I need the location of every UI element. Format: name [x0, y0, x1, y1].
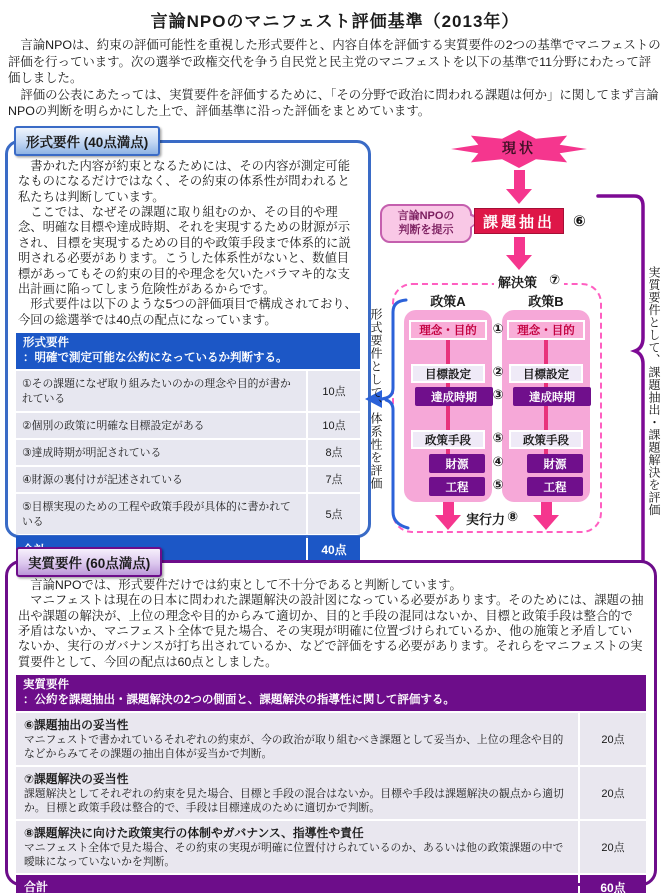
formal-table — [16, 333, 360, 563]
substantive-requirements-box — [5, 560, 657, 893]
arrow-down-icon — [533, 502, 559, 530]
intro-paragraph-2: 評価の公表にあたっては、実質要件を評価するために、「その分野で政治に問われる課題は何か」に関してまず言論NPOの判断を明らかにした上で、評価基準に沿った評価をまとめています。 — [8, 87, 659, 118]
policy-a-label: 政策A — [430, 294, 466, 309]
criterion-points: 20点 — [580, 713, 646, 765]
circled-number-3: ③ — [492, 387, 504, 402]
bubble-line-1: 言論NPOの — [397, 210, 455, 222]
execution-label: 実行力 — [466, 512, 506, 527]
criterion-points: 20点 — [580, 767, 646, 819]
criterion-cell — [16, 767, 578, 819]
substantive-body — [8, 563, 654, 670]
table-row — [16, 371, 360, 411]
formal-body — [8, 143, 368, 328]
step-zaigen: 財源 — [429, 454, 485, 473]
formal-paragraph-1: 書かれた内容が約束となるためには、その内容が測定可能なものになるだけではなく、その約束の体系性が問われると私たちは判断しています。 — [18, 159, 351, 204]
step-mokuhyo-settei: 目標設定 — [411, 364, 485, 383]
circled-number-7: ⑦ — [549, 272, 561, 287]
formal-table-header-desc: ：明確で測定可能な公約になっているか判断する。 — [23, 351, 288, 364]
policy-column-a — [404, 310, 492, 502]
step-seisaku-shudan: 政策手段 — [411, 430, 485, 449]
criterion-cell — [16, 713, 578, 765]
criterion-title: ⑥課題抽出の妥当性 — [24, 718, 129, 733]
page-title: 言論NPOのマニフェスト評価基準（2013年） — [150, 12, 520, 31]
circled-number-6: ⑥ — [573, 213, 586, 230]
criterion-points: 20点 — [580, 821, 646, 873]
circled-number-5: ⑤ — [492, 430, 504, 445]
step-kotei: 工程 — [527, 477, 583, 496]
formal-bracket-note: 形式要件として、体系性を評価 — [369, 308, 383, 490]
substantive-badge: 実質要件 (60点満点) — [16, 547, 162, 577]
substantive-table — [16, 675, 646, 893]
intro-text — [8, 37, 662, 120]
criterion-points: 10点 — [308, 371, 360, 411]
policy-b-label: 政策B — [528, 294, 564, 309]
total-points: 60点 — [580, 875, 646, 893]
formal-badge: 形式要件 (40点満点) — [14, 126, 160, 156]
criterion-cell — [16, 821, 578, 873]
criterion-label: ①その課題になぜ取り組みたいのかの理念や目的が書かれている — [16, 371, 306, 411]
total-row — [16, 875, 646, 893]
formal-table-header-title: 形式要件 — [23, 336, 69, 349]
arrow-down-icon — [435, 502, 461, 530]
criterion-desc: マニフェスト全体で見た場合、その約束の実現が明確に位置付けられているのか、あるいは他の政策課題の中で曖昧になっていないかを判断。 — [24, 842, 564, 869]
criterion-label: ③達成時期が明記されている — [16, 440, 306, 465]
substantive-table-header — [16, 675, 646, 711]
criterion-desc: 課題解決としてそれぞれの約束を見た場合、目標と手段の混合はないか。目標や手段は課題解決の観点から適切か。目標と政策手段は整合的で、手段は目標達成のために適切かで判断。 — [24, 788, 564, 815]
bubble-line-2: 判断を提示 — [398, 224, 454, 237]
criterion-desc: マニフェストで書かれているそれぞれの約束が、今の政治が取り組むべき課題として妥当か、上位の理念や目的などからみてその課題の抽出自体が妥当かで判断。 — [24, 734, 564, 761]
circled-number-4: ④ — [492, 454, 504, 469]
npo-judgment-bubble — [380, 204, 472, 243]
criterion-points: 7点 — [308, 467, 360, 492]
formal-paragraph-2: ここでは、なぜその課題に取り組むのか、その目的や理念、明確な目標や達成時期、それを実現するための財源が示され、目標を実現するための目的や政策手段まで体系的に説明される必要があります。こうした体系性がないと、数値目標があってもその約束の目的や理念を欠いたバラマキ的な支出計画に陥ってしまう危険性があるからです。 — [18, 205, 351, 296]
intro-paragraph-1: 言論NPOは、約束の評価可能性を重視した形式要件と、内容自体を評価する実質要件の2つの基準でマニフェストの評価を行っています。次の選挙で政権交代を争う自民党と民主党のマニフェストを以下の基準で11分野にわたって評価しました。 — [8, 38, 661, 85]
criterion-points: 10点 — [308, 413, 360, 438]
formal-requirements-box — [5, 140, 371, 557]
criterion-title: ⑦課題解決の妥当性 — [24, 772, 129, 787]
step-seisaku-shudan: 政策手段 — [509, 430, 583, 449]
total-points: 40点 — [308, 536, 360, 563]
criterion-title: ⑧課題解決に向けた政策実行の体制やガバナンス、指導性や責任 — [24, 826, 364, 841]
solution-label-row — [494, 272, 564, 291]
solution-label: 解決策 — [498, 275, 538, 290]
step-kotei: 工程 — [429, 477, 485, 496]
step-rinen-mokuteki: 理念・目的 — [507, 320, 585, 340]
table-row — [16, 767, 646, 819]
criterion-points: 8点 — [308, 440, 360, 465]
criterion-label: ②個別の政策に明確な目標設定がある — [16, 413, 306, 438]
step-mokuhyo-settei: 目標設定 — [509, 364, 583, 383]
execution-label-row — [466, 509, 518, 528]
table-row — [16, 713, 646, 765]
policy-column-b — [502, 310, 590, 502]
formal-table-header — [16, 333, 360, 369]
formal-paragraph-3: 形式要件は以下のような5つの評価項目で構成されており、今回の総選挙では40点の配点になっています。 — [18, 297, 357, 327]
total-label: 合計 — [16, 875, 578, 893]
step-tassei-jiki: 達成時期 — [415, 387, 493, 406]
substantive-paragraph-2: マニフェストは現在の日本に問われた課題解決の設計図になっている必要があります。そのためには、課題の抽出や課題の解決が、上位の理念や目的からみて適切か、目的と手段の混同はないか、目標と政策手段は整合的で矛盾はないか、マニフェスト全体で見た場合、その実現が明確に位置づけられているか、他の施策と矛盾していないか、実行のガバナンスが打ち出されているか、などで評価をする必要があります。それらをマニフェストの実質要件として、今回の配点は60点としました。 — [18, 593, 644, 669]
step-rinen-mokuteki: 理念・目的 — [409, 320, 487, 340]
issue-extraction-box: 課題抽出 — [474, 208, 564, 234]
step-tassei-jiki: 達成時期 — [513, 387, 591, 406]
arrow-down-icon — [506, 170, 532, 204]
table-row — [16, 467, 360, 492]
table-row — [16, 413, 360, 438]
substantive-bracket-note: 実質要件として、課題抽出・課題解決を評価 — [647, 266, 661, 516]
substantive-table-header-desc: ：公約を課題抽出・課題解決の2つの側面と、課題解決の指導性に関して評価する。 — [23, 694, 455, 707]
criterion-points: 5点 — [308, 494, 360, 534]
circled-number-2: ② — [492, 364, 504, 379]
step-zaigen: 財源 — [527, 454, 583, 473]
arrow-down-icon — [506, 237, 532, 270]
circled-number-5: ⑤ — [492, 477, 504, 492]
table-row — [16, 440, 360, 465]
table-row — [16, 494, 360, 534]
current-state-label: 現状 — [502, 140, 536, 156]
table-row — [16, 821, 646, 873]
substantive-table-header-title: 実質要件 — [23, 679, 69, 692]
criterion-label: ⑤目標実現のための工程や政策手段が具体的に書かれている — [16, 494, 306, 534]
substantive-paragraph-1: 言論NPOでは、形式要件だけでは約束として不十分であると判断しています。 — [18, 578, 462, 592]
criterion-label: ④財源の裏付けが記述されている — [16, 467, 306, 492]
circled-number-8: ⑧ — [507, 509, 519, 524]
circled-number-1: ① — [492, 321, 504, 336]
